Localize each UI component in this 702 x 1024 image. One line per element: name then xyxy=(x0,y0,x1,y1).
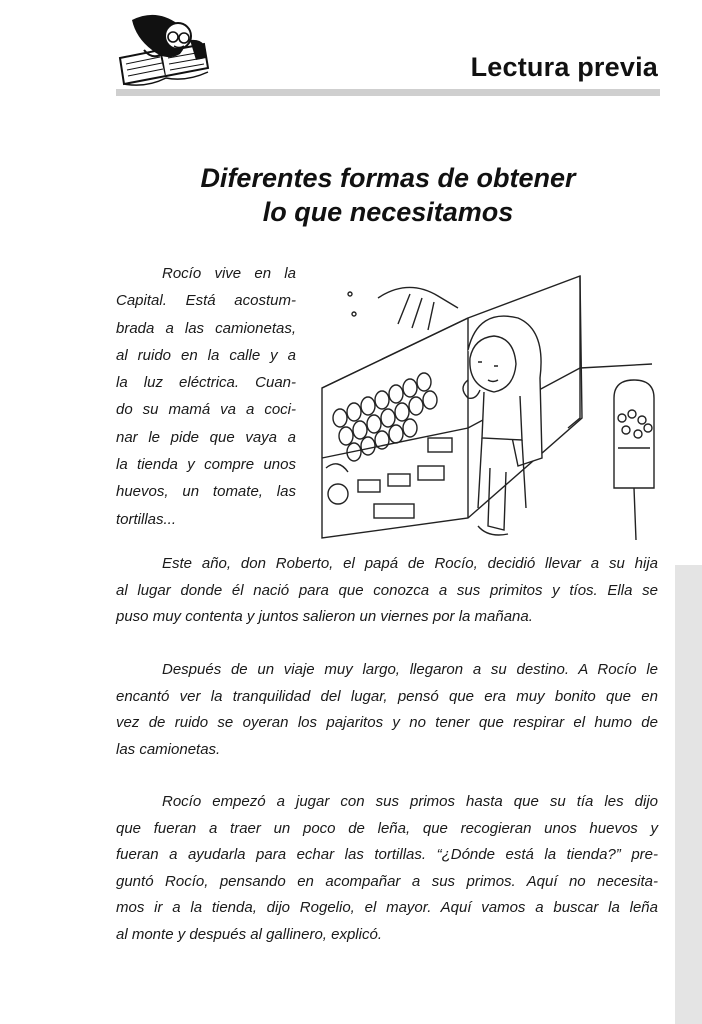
intro-line: do su mamá va a coci- xyxy=(116,401,296,419)
intro-line: brada a las camionetas, xyxy=(116,319,296,337)
paragraph-line: vez de ruido se oyeran los pajaritos y no tener que respirar el humo de xyxy=(116,714,658,731)
intro-line: al ruido en la calle y a xyxy=(116,346,296,364)
intro-line: nar le pide que vaya a xyxy=(116,428,296,446)
intro-line: Rocío vive en la xyxy=(162,265,296,282)
child-reading-book-icon xyxy=(116,10,214,90)
paragraph-line: fueran a ayudarla para echar las tortillas. “¿Dónde está la tienda?” pre- xyxy=(116,846,658,863)
section-title: Lectura previa xyxy=(470,52,658,82)
paragraph-line: Después de un viaje muy largo, llegaron a su destino. A Rocío le xyxy=(162,661,658,678)
paragraph-line: encantó ver la tranquilidad del lugar, pensó que era muy bonito que en xyxy=(116,687,658,705)
paragraph-line: Rocío empezó a jugar con sus primos hasta que su tía les dijo xyxy=(162,793,658,810)
intro-line: huevos, un tomate, las xyxy=(116,483,296,501)
paragraph-line: guntó Rocío, pensando en acompañar a sus primos. Aquí no necesita- xyxy=(116,872,658,890)
title-line-1: Diferentes formas de obtener xyxy=(200,163,576,193)
intro-line: la luz eléctrica. Cuan- xyxy=(116,374,296,392)
margin-side-bar xyxy=(675,565,702,1024)
header-rule xyxy=(116,89,660,96)
paragraph-line: puso muy contenta y juntos salieron un viernes por la mañana. xyxy=(116,608,533,625)
girl-looking-at-shop-counter-illustration xyxy=(318,268,658,548)
paragraph-line: que fueran a traer un poco de leña, que recogieran unos huevos y xyxy=(116,819,658,837)
paragraph-line: mos ir a la tienda, dijo Rogelio, el mayor. Aquí vamos a buscar la leña xyxy=(116,899,658,916)
paragraph-3 xyxy=(116,789,658,948)
paragraph-line: Este año, don Roberto, el papá de Rocío, decidió llevar a su hija xyxy=(162,555,658,572)
title-line-2: lo que necesitamos xyxy=(262,197,514,227)
paragraph-line: al lugar donde él nació para que conozca a sus primitos y tíos. Ella se xyxy=(116,581,658,599)
intro-line: tortillas... xyxy=(116,510,177,528)
paragraph-1 xyxy=(116,551,658,631)
intro-line: Capital. Está acostum- xyxy=(116,292,296,310)
intro-paragraph xyxy=(116,260,296,533)
paragraph-2 xyxy=(116,657,658,763)
page-title xyxy=(116,161,660,229)
intro-line: la tienda y compre unos xyxy=(116,456,296,474)
paragraph-line: las camionetas. xyxy=(116,740,221,758)
paragraph-line: al monte y después al gallinero, explicó. xyxy=(116,925,382,943)
